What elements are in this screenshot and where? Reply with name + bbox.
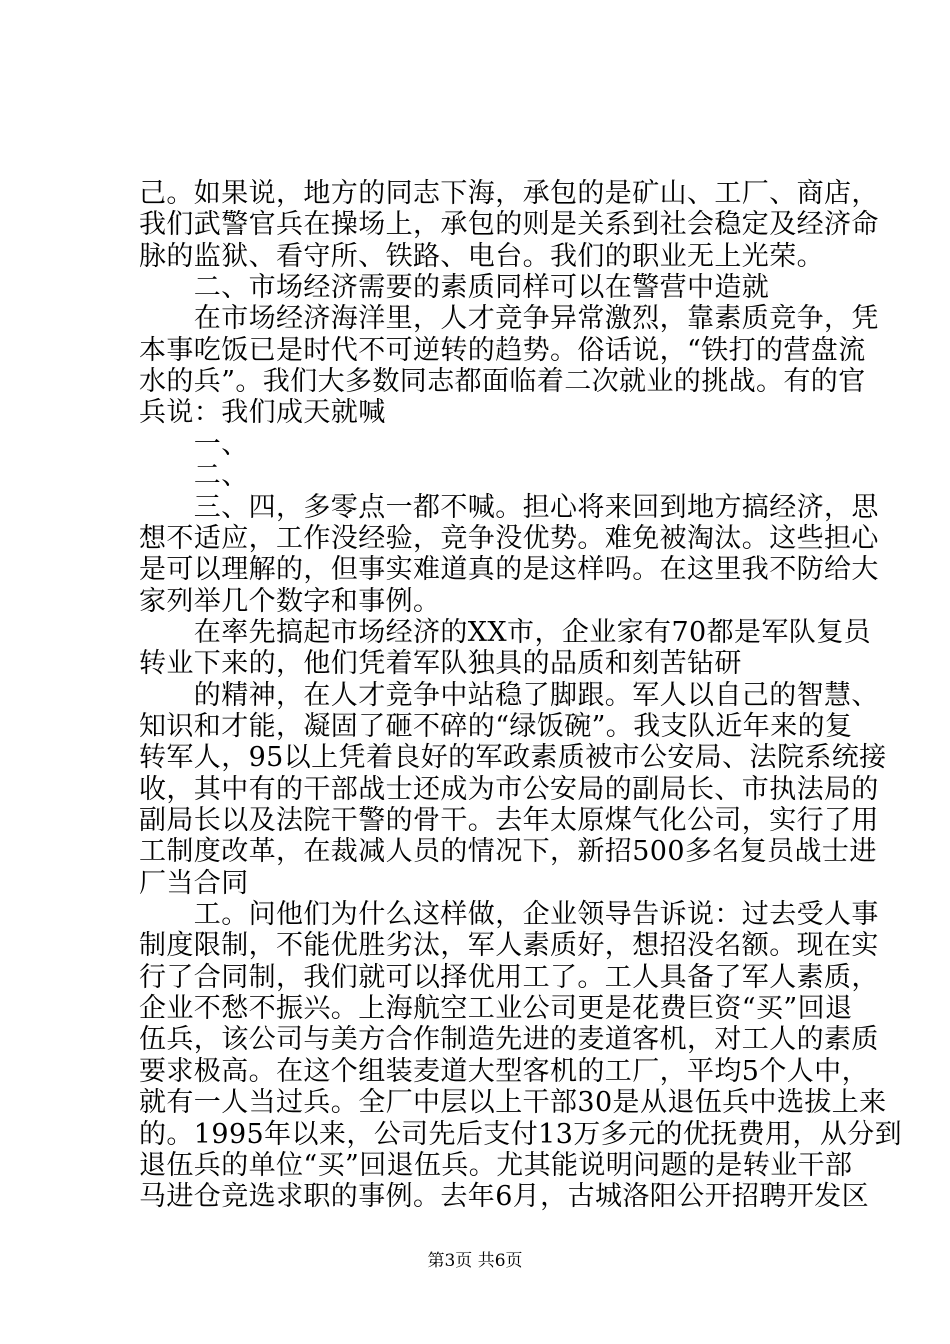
text-line: 本事吃饭已是时代不可逆转的趋势。俗话说，“铁打的营盘流 bbox=[139, 334, 866, 366]
text-line: 工。问他们为什么这样做，企业领导告诉说：过去受人事 bbox=[139, 899, 879, 931]
text-line: 的精神，在人才竞争中站稳了脚跟。军人以自己的智慧、 bbox=[139, 679, 879, 711]
text-line: 收，其中有的干部战士还成为市公安局的副局长、市执法局的 bbox=[139, 773, 879, 805]
text-line: 知识和才能，凝固了砸不碎的“绿饭碗”。我支队近年来的复 bbox=[139, 710, 853, 742]
text-line: 伍兵，该公司与美方合作制造先进的麦道客机，对工人的素质 bbox=[139, 1024, 879, 1056]
text-line: 家列举几个数字和事例。 bbox=[139, 585, 441, 617]
text-line: 是可以理解的，但事实难道真的是这样吗。在这里我不防给大 bbox=[139, 554, 879, 586]
text-line: 我们武警官兵在操场上，承包的则是关系到社会稳定及经济命 bbox=[139, 209, 879, 241]
text-line: 工制度改革，在裁减人员的情况下，新招500多名复员战士进 bbox=[139, 836, 877, 868]
text-line: 己。如果说，地方的同志下海，承包的是矿山、工厂、商店， bbox=[139, 178, 879, 209]
text-line: 企业不愁不振兴。上海航空工业公司更是花费巨资“买”回退 bbox=[139, 993, 853, 1025]
page-footer: 第3页 共6页 bbox=[427, 1251, 523, 1271]
text-line: 三、四，多零点一都不喊。担心将来回到地方搞经济，思 bbox=[139, 491, 879, 523]
text-line: 制度限制，不能优胜劣汰，军人素质好，想招没名额。现在实 bbox=[139, 930, 879, 962]
text-line: 二、市场经济需要的素质同样可以在警营中造就 bbox=[139, 272, 770, 304]
text-line: 脉的监狱、看守所、铁路、电台。我们的职业无上光荣。 bbox=[139, 240, 824, 272]
text-line: 就有一人当过兵。全厂中层以上干部30是从退伍兵中选拔上来 bbox=[139, 1087, 887, 1119]
text-line: 马进仓竞选求职的事例。去年6月，古城洛阳公开招聘开发区 bbox=[139, 1181, 869, 1213]
text-line: 要求极高。在这个组装麦道大型客机的工厂，平均5个人中， bbox=[139, 1055, 869, 1087]
text-line: 二、 bbox=[139, 460, 249, 492]
text-line: 在率先搞起市场经济的XX市，企业家有70都是军队复员 bbox=[139, 616, 871, 648]
text-line: 厂当合同 bbox=[139, 867, 249, 899]
text-line: 想不适应，工作没经验，竞争没优势。难免被淘汰。这些担心 bbox=[139, 522, 879, 554]
text-line: 兵说：我们成天就喊 bbox=[139, 397, 386, 429]
text-line: 在市场经济海洋里，人才竞争异常激烈，靠素质竞争，凭 bbox=[139, 303, 879, 335]
text-line: 一、 bbox=[139, 428, 249, 460]
text-line: 转军人，95以上凭着良好的军政素质被市公安局、法院系统接 bbox=[139, 742, 887, 774]
text-line: 副局长以及法院干警的骨干。去年太原煤气化公司，实行了用 bbox=[139, 805, 879, 836]
text-line: 行了合同制，我们就可以择优用工了。工人具备了军人素质， bbox=[139, 961, 879, 993]
text-line: 转业下来的，他们凭着军队独具的品质和刻苦钻研 bbox=[139, 648, 742, 680]
text-line: 退伍兵的单位“买”回退伍兵。尤其能说明问题的是转业干部 bbox=[139, 1149, 853, 1181]
text-line: 的。1995年以来，公司先后支付13万多元的优抚费用，从分到 bbox=[139, 1118, 903, 1150]
text-line: 水的兵”。我们大多数同志都面临着二次就业的挑战。有的官 bbox=[139, 366, 866, 398]
